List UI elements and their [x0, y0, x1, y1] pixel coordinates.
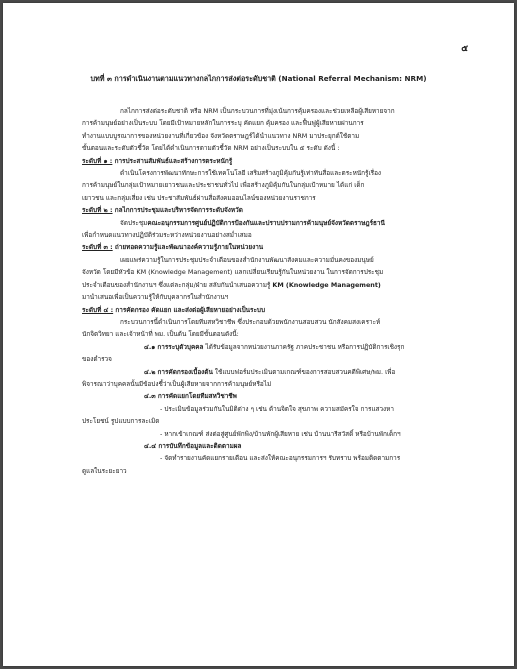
subsection-title: การบันทึกข้อมูลและติดตามผล [158, 441, 242, 450]
level4-title: การคัดกรอง คัดแยก และส่งต่อผู้เสียหายอย่างเป็นระบบ [115, 305, 266, 314]
subsection-item: - จัดทำรายงานคัดแยกรายเดือน และส่งให้คณะอนุกรรมการฯ รับทราบ พร้อมติดตามการ [160, 454, 401, 463]
level4-label: ระดับที่ ๔ : [82, 305, 114, 314]
level1-label: ระดับที่ ๑ : [82, 156, 113, 165]
level3-label: ระดับที่ ๓ : [82, 243, 113, 252]
level2-label: ระดับที่ ๒ : [82, 206, 113, 215]
subsection-number: ๔.๓ [144, 392, 156, 401]
subsection-continuation: ประโยชน์ รูปแบบการละเมิด [82, 417, 160, 426]
document-page [3, 3, 514, 666]
intro-line: กลไกการส่งต่อระดับชาติ หรือ NRM เป็นกระบวนการที่มุ่งเน้นการคุ้มครองและช่วยเหลือผู้เสียหายจาก [120, 107, 395, 115]
level3-line: เผยแพร่ความรู้ในการประชุมประจำเดือนของสำนักงานพัฒนาสังคมและความมั่นคงของมนุษย์ [120, 255, 374, 264]
level1-title: การประสานสัมพันธ์และสร้างการตระหนักรู้ [114, 156, 233, 165]
subsection-continuation: ดูแลในระยะยาว [82, 466, 127, 475]
subsection-item: - ประเมินข้อมูลร่วมกันในมิติต่าง ๆ เช่น ด้านจิตใจ สุขภาพ ความสมัครใจ การแสวงหา [160, 404, 394, 413]
level3-heading [82, 241, 473, 253]
subsection-text: ได้รับข้อมูลจากหน่วยงานภาครัฐ ภาคประชาชน หรือการปฏิบัติการเชิงรุก [203, 342, 405, 351]
level4-line: นักจิตวิทยา และเจ้าหน้าที่ พม. เป็นต้น โดยมีขั้นตอนดังนี้: [82, 330, 239, 339]
document-body [82, 105, 473, 477]
level1-line: ดำเนินโครงการพัฒนาทักษะการใช้เทคโนโลยี เสริมสร้างภูมิคุ้มกันรู้เท่าทันสื่อและตระหนักรู้เรื่อง [120, 169, 382, 178]
subsection-4-2 [82, 366, 473, 378]
subsection-4-4 [82, 440, 473, 452]
subsection-title: การระบุตัวบุคคล [157, 342, 204, 351]
level2-line [82, 217, 473, 229]
level4-line: กระบวนการนี้ดำเนินการโดยทีมสหวิชาชีพ ซึ่งประกอบด้วยพนักงานสอบสวน นักสังคมสงเคราะห์ [120, 317, 381, 326]
subsection-4-1 [82, 341, 473, 353]
level3-line: มานำเสนอเพื่อเป็นความรู้ให้กับบุคลากรในสำนักงานฯ [82, 293, 229, 302]
level1-heading [82, 155, 473, 167]
level1-line: เยาวชน และกลุ่มเสี่ยง เช่น ประชาสัมพันธ์ผ่านสื่อสังคมออนไลน์ของหน่วยงานราชการ [82, 193, 316, 202]
chapter-title: บทที่ ๓ การดำเนินงานตามแนวทางกลไกการส่งต่อระดับชาติ (National Referral Mechanism: NRM) [90, 74, 427, 83]
subsection-continuation: พิจารณาว่าบุคคลนั้นมีข้อบ่งชี้ว่าเป็นผู้เสียหายจากการค้ามนุษย์หรือไม่ [82, 379, 272, 388]
level3-line-prefix: ประจำเดือนของสำนักงานฯ ซึ่งแต่ละกลุ่ม/ฝ่าย สลับกันนำเสนอความรู้ [82, 280, 273, 289]
level2-title: กลไกการประชุมและบริหารจัดการระดับจังหวัด [114, 206, 243, 215]
level4-heading [82, 304, 473, 316]
level3-line: จังหวัด โดยมีหัวข้อ KM (Knowledge Management) แลกเปลี่ยนเรียนรู้กันในหน่วยงาน ในการจัดการประชุม [82, 268, 384, 277]
page-number: ๕ [461, 44, 468, 54]
level3-km-label: KM (Knowledge Management) [272, 280, 381, 289]
subsection-number: ๔.๒ [144, 367, 156, 376]
subsection-item: - หากเข้าเกณฑ์ ส่งต่อสู่ศูนย์พักพิง/บ้านพักผู้เสียหาย เช่น บ้านนารีสวัสดิ์ หรือบ้านพักเด็กฯ [160, 429, 401, 438]
level2-line: เพื่อกำหนดแนวทางปฏิบัติร่วมระหว่างหน่วยงานอย่างสม่ำเสมอ [82, 231, 252, 240]
level3-line [82, 279, 473, 291]
intro-line: ทำงานแบบบูรณาการของหน่วยงานที่เกี่ยวข้อง จังหวัดตราษฎร์ได้นำแนวทาง NRM มาประยุกต์ใช้ตาม [82, 131, 360, 140]
subsection-number: ๔.๔ [144, 441, 157, 450]
subsection-title: การคัดกรองเบื้องต้น [157, 367, 213, 376]
intro-line: การค้ามนุษย์อย่างเป็นระบบ โดยมีเป้าหมายหลักในการระบุ คัดแยก คุ้มครอง และฟื้นฟูผู้เสียหายผ่านการ [82, 119, 364, 128]
subsection-continuation: ของตำรวจ [82, 355, 112, 364]
level2-line-prefix: จัดประชุม [120, 218, 148, 227]
level2-committee-name: คณะอนุกรรมการศูนย์ปฏิบัติการป้องกันและปราบปรามการค้ามนุษย์จังหวัดตราษฎร์ธานี [147, 218, 385, 227]
intro-line: ขั้นตอนและระดับตัวชี้วัด โดยได้ดำเนินการตามตัวชี้วัด NRM อย่างเป็นระบบใน ๕ ระดับ ดังนี้ : [82, 144, 340, 153]
subsection-title: การคัดแยกโดยทีมสหวิชาชีพ [157, 392, 237, 401]
level1-line: การค้ามนุษย์ในกลุ่มเป้าหมายเยาวชนและประชาชนทั่วไป เพื่อสร้างภูมิคุ้มกันในกลุ่มเป้าหมาย ได้แก่ เด็ก [82, 181, 365, 190]
level2-heading [82, 204, 473, 216]
subsection-number: ๔.๑ [144, 342, 156, 351]
subsection-text: ใช้แบบฟอร์มประเมินตามเกณฑ์ของการสอบสวนคดีพิเศษ/พม. เพื่อ [212, 367, 396, 376]
level3-title: ถ่ายทอดความรู้และพัฒนาองค์ความรู้ภายในหน่วยงาน [114, 243, 264, 252]
subsection-4-3 [82, 390, 473, 402]
